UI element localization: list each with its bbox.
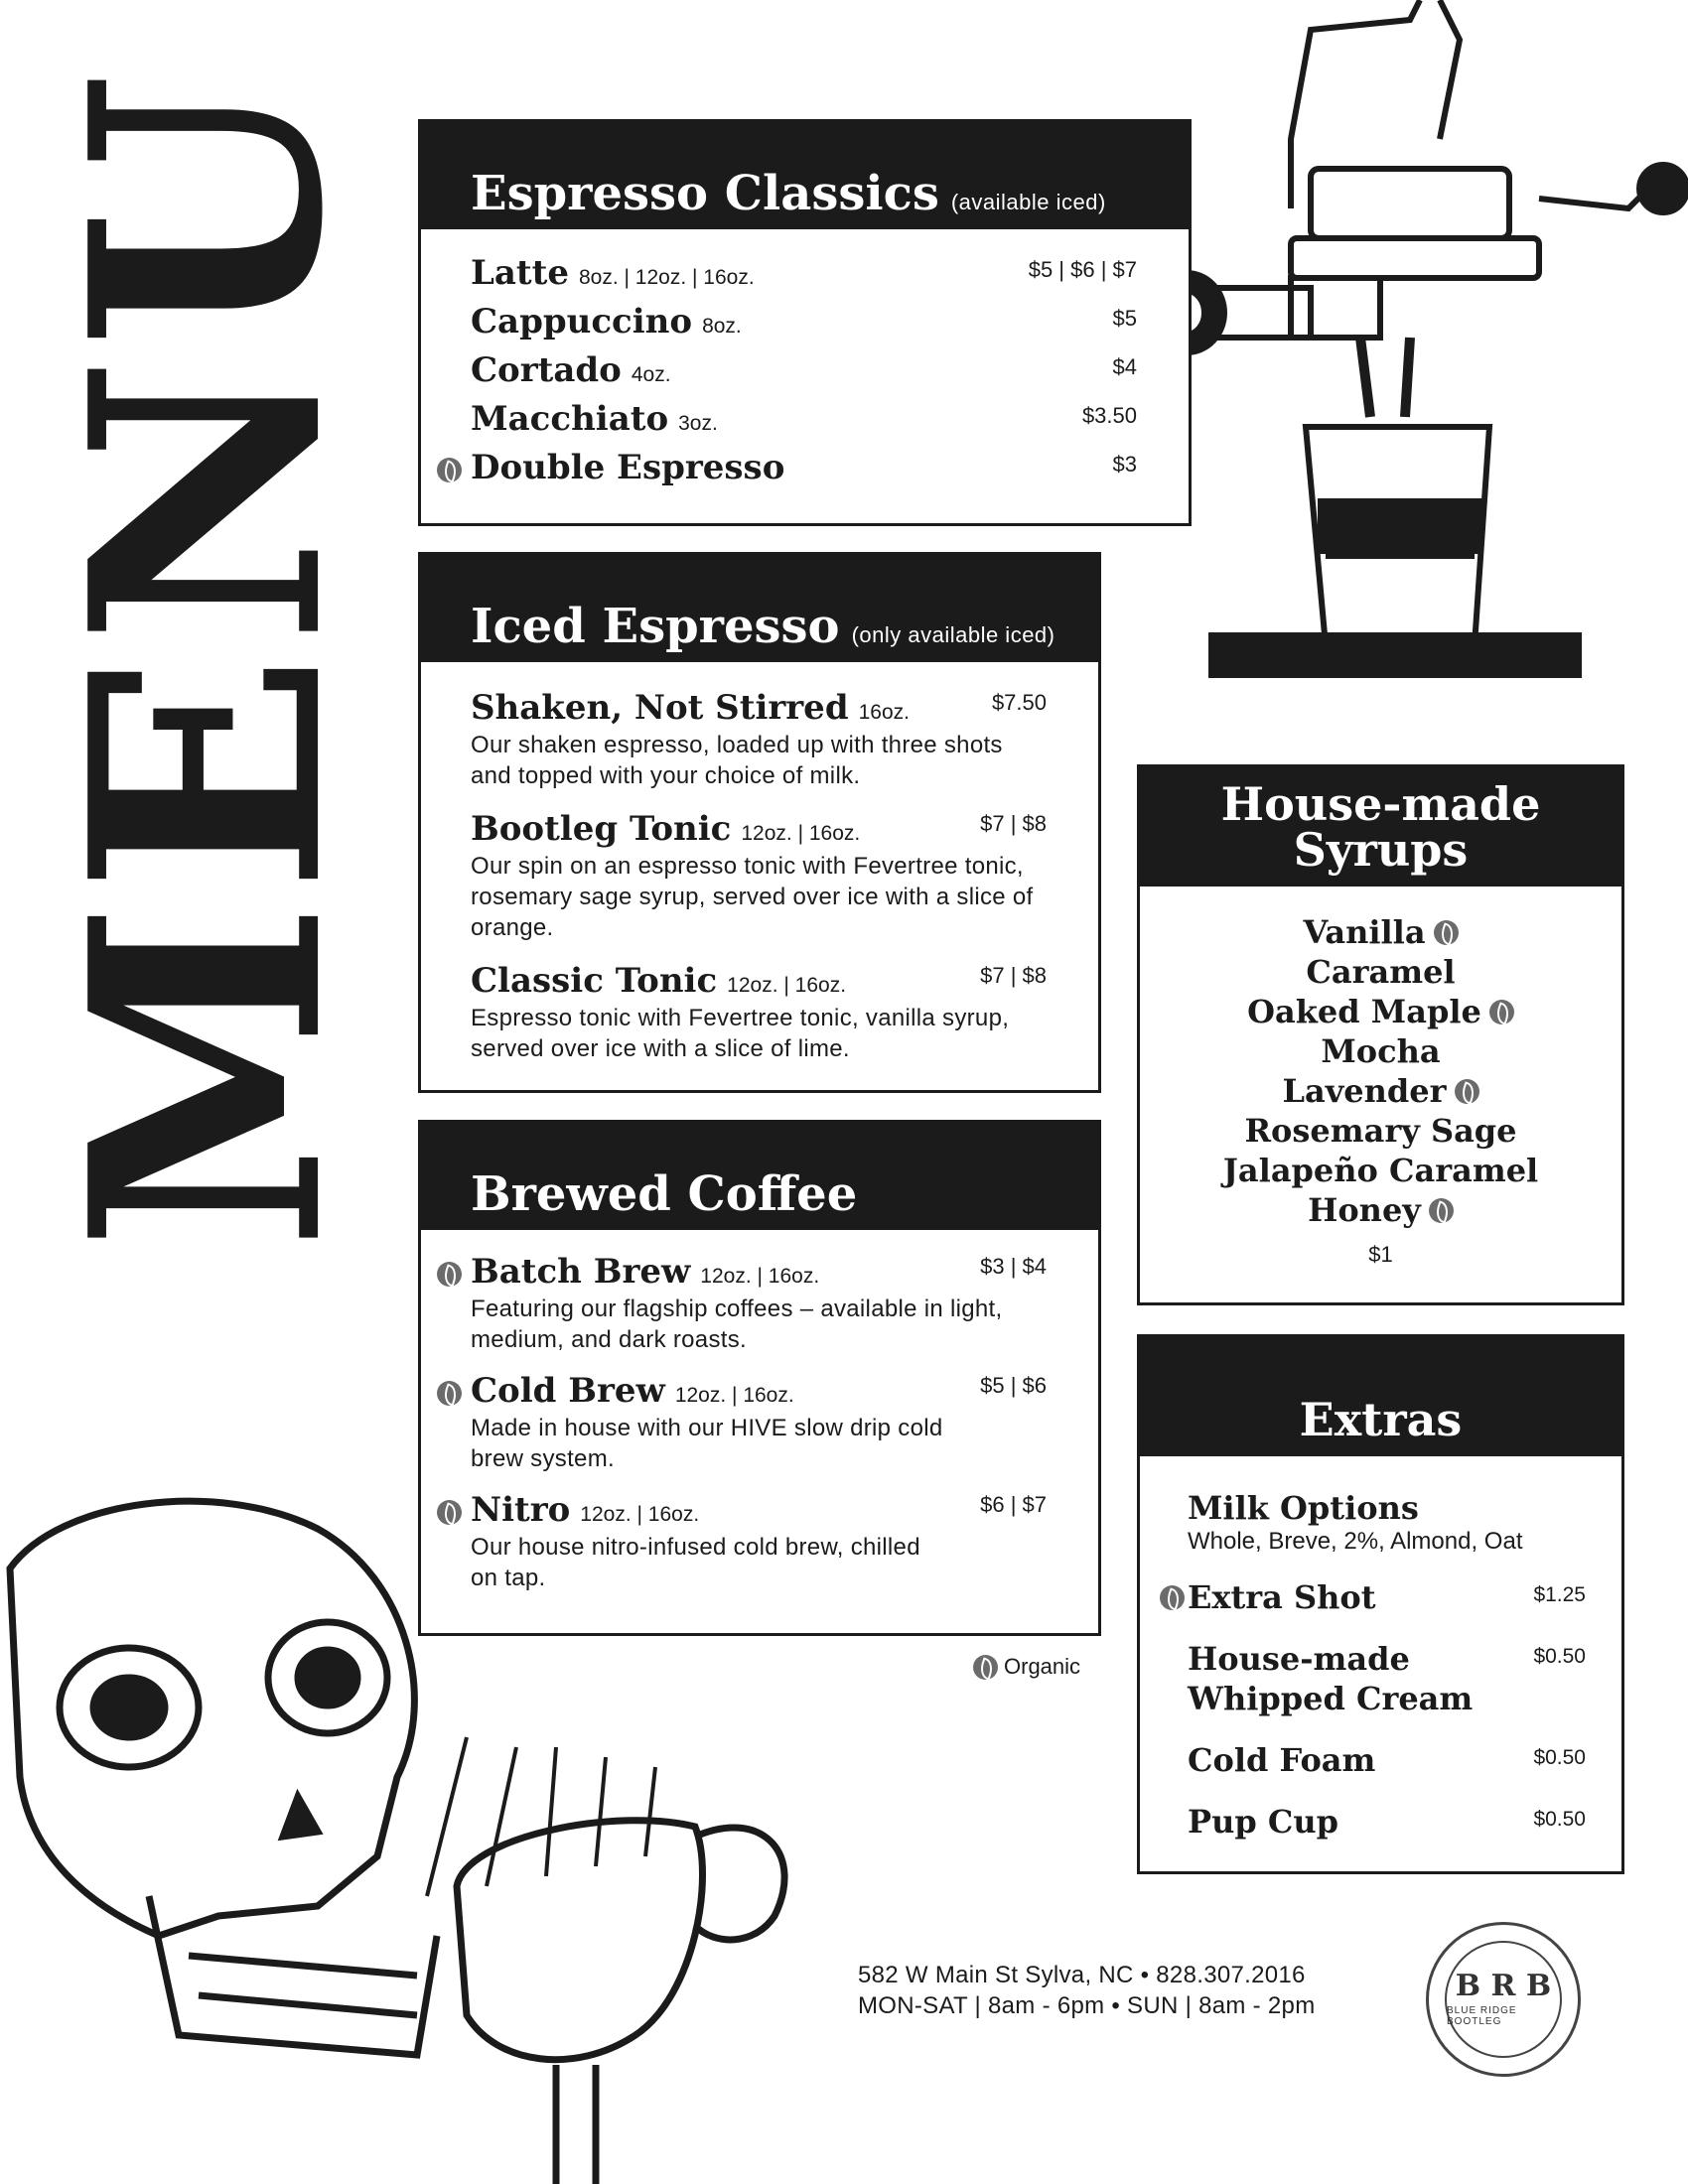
syrup-name: Caramel xyxy=(1306,953,1456,991)
item-size: 12oz. | 16oz. xyxy=(674,1384,794,1407)
iced-espresso-heading: Iced Espresso xyxy=(471,599,840,654)
syrups-list xyxy=(1140,887,1621,1268)
organic-legend-label: Organic xyxy=(1004,1654,1081,1679)
menu-item-batch-brew xyxy=(471,1252,1098,1355)
syrup-name: Honey xyxy=(1308,1191,1421,1229)
item-price: $3 | $4 xyxy=(980,1254,1047,1279)
item-size: 12oz. | 16oz. xyxy=(700,1265,820,1288)
leaf-icon xyxy=(1455,1079,1479,1104)
menu-item-nitro xyxy=(471,1490,1098,1593)
item-name: Batch Brew xyxy=(471,1252,691,1292)
extra-name: Cold Foam xyxy=(1188,1741,1376,1779)
syrup-price: $1 xyxy=(1368,1242,1393,1267)
syrup-name: Mocha xyxy=(1321,1032,1441,1070)
menu-item-latte xyxy=(471,253,1189,302)
item-size: 12oz. | 16oz. xyxy=(580,1503,700,1526)
menu-item-cold-brew xyxy=(471,1371,1098,1474)
extra-price: $0.50 xyxy=(1533,1808,1586,1831)
espresso-classics-heading: Espresso Classics xyxy=(471,166,939,221)
menu-item-double-espresso xyxy=(471,448,1189,496)
leaf-icon xyxy=(973,1655,998,1680)
footer xyxy=(858,1960,1316,2021)
syrup-item-mocha xyxy=(1140,1031,1621,1071)
item-name: Bootleg Tonic xyxy=(471,809,732,849)
syrup-name: Vanilla xyxy=(1303,913,1426,951)
brewed-coffee-section xyxy=(418,1120,1101,1636)
syrup-name: Jalapeño Caramel xyxy=(1222,1152,1539,1189)
brewed-coffee-heading: Brewed Coffee xyxy=(471,1166,858,1222)
item-name: Cold Brew xyxy=(471,1371,665,1411)
syrup-item-caramel xyxy=(1140,952,1621,992)
extra-description: Whole, Breve, 2%, Almond, Oat xyxy=(1188,1528,1523,1555)
item-description: Our spin on an espresso tonic with Fevertree tonic, rosemary sage syrup, served over ice with a slice of orange. xyxy=(471,853,1034,941)
brand-logo xyxy=(1426,1922,1581,2077)
syrup-item-honey xyxy=(1140,1190,1621,1230)
item-description: Made in house with our HIVE slow drip cold brew system. xyxy=(471,1415,943,1472)
item-description: Featuring our flagship coffees – available in light, medium, and dark roasts. xyxy=(471,1296,1003,1353)
syrups-heading-line2: Syrups xyxy=(1293,823,1469,877)
iced-espresso-note: (only available iced) xyxy=(851,622,1055,647)
logo-mark: B R B xyxy=(1455,1969,1552,2003)
item-price: $5 | $6 xyxy=(980,1373,1047,1398)
item-size: 12oz. | 16oz. xyxy=(727,974,847,997)
espresso-classics-section xyxy=(418,119,1192,526)
organic-legend xyxy=(973,1654,1080,1680)
item-size: 16oz. xyxy=(858,701,910,724)
extra-item-whipped-cream xyxy=(1188,1639,1621,1718)
extra-item-cold-foam xyxy=(1188,1740,1621,1780)
item-size: 3oz. xyxy=(678,412,718,435)
item-size: 8oz. xyxy=(702,315,742,338)
extra-name: House-made Whipped Cream xyxy=(1188,1640,1474,1717)
item-price: $7.50 xyxy=(991,690,1047,715)
espresso-classics-note: (available iced) xyxy=(950,190,1106,214)
leaf-icon xyxy=(437,458,462,482)
extra-name: Extra Shot xyxy=(1188,1578,1376,1616)
syrup-item-lavender xyxy=(1140,1071,1621,1111)
item-name: Classic Tonic xyxy=(471,961,718,1001)
menu-item-classic-tonic xyxy=(471,961,1098,1064)
syrups-heading-line1: House-made xyxy=(1220,777,1541,831)
item-size: 8oz. | 12oz. | 16oz. xyxy=(578,266,755,289)
item-size: 12oz. | 16oz. xyxy=(741,822,861,845)
menu-item-cortado xyxy=(471,350,1189,399)
extra-price: $0.50 xyxy=(1533,1746,1586,1769)
item-price: $7 | $8 xyxy=(980,811,1047,836)
item-price: $7 | $8 xyxy=(980,963,1047,988)
syrup-name: Oaked Maple xyxy=(1247,993,1481,1030)
item-price: $6 | $7 xyxy=(980,1492,1047,1517)
menu-item-cappuccino xyxy=(471,302,1189,350)
item-name: Cortado xyxy=(471,350,622,390)
item-price: $3.50 xyxy=(1081,403,1137,428)
syrup-name: Rosemary Sage xyxy=(1244,1112,1517,1150)
item-name: Nitro xyxy=(471,1490,571,1530)
logo-text: BLUE RIDGE BOOTLEG xyxy=(1447,2005,1517,2027)
item-price: $5 | $6 | $7 xyxy=(1028,257,1137,282)
item-description: Our house nitro-infused cold brew, chilled on tap. xyxy=(471,1534,920,1591)
leaf-icon xyxy=(1434,920,1459,945)
item-price: $5 xyxy=(1112,306,1137,331)
syrups-section xyxy=(1137,764,1624,1305)
leaf-icon xyxy=(437,1262,462,1287)
iced-espresso-section xyxy=(418,552,1101,1093)
item-name: Latte xyxy=(471,253,569,293)
syrup-item-jalapeno-caramel xyxy=(1140,1151,1621,1190)
leaf-icon xyxy=(1489,1000,1514,1024)
item-price: $3 xyxy=(1112,452,1137,477)
extras-list xyxy=(1140,1456,1621,1842)
leaf-icon xyxy=(437,1500,462,1525)
item-description: Espresso tonic with Fevertree tonic, vanilla syrup, served over ice with a slice of lime. xyxy=(471,1005,1010,1062)
syrup-item-oaked-maple xyxy=(1140,992,1621,1031)
extra-item-pup-cup xyxy=(1188,1802,1621,1842)
extra-milk-options xyxy=(1188,1488,1621,1556)
extra-name: Milk Options xyxy=(1188,1489,1419,1527)
footer-address: 582 W Main St Sylva, NC • 828.307.2016 xyxy=(858,1962,1306,1988)
leaf-icon xyxy=(1429,1198,1454,1223)
espresso-machine-illustration xyxy=(1112,0,1688,695)
item-name: Cappuccino xyxy=(471,302,693,341)
extras-section xyxy=(1137,1334,1624,1874)
extra-item-extra-shot xyxy=(1188,1577,1621,1617)
item-size: 4oz. xyxy=(631,363,671,386)
item-name: Macchiato xyxy=(471,399,669,439)
item-price: $4 xyxy=(1112,354,1137,379)
item-name: Shaken, Not Stirred xyxy=(471,688,849,728)
extra-name: Pup Cup xyxy=(1188,1803,1338,1841)
extras-heading: Extras xyxy=(1299,1393,1463,1446)
menu-title: MENU xyxy=(21,65,392,1251)
item-description: Our shaken espresso, loaded up with three shots and topped with your choice of milk. xyxy=(471,732,1003,789)
menu-item-bootleg-tonic xyxy=(471,809,1098,943)
menu-item-macchiato xyxy=(471,399,1189,448)
extra-price: $1.25 xyxy=(1533,1583,1586,1606)
footer-hours: MON-SAT | 8am - 6pm • SUN | 8am - 2pm xyxy=(858,1992,1316,2019)
leaf-icon xyxy=(1160,1585,1185,1610)
leaf-icon xyxy=(437,1381,462,1406)
syrup-item-rosemary-sage xyxy=(1140,1111,1621,1151)
menu-item-shaken-not-stirred xyxy=(471,688,1098,791)
syrup-item-vanilla xyxy=(1140,912,1621,952)
syrup-name: Lavender xyxy=(1282,1072,1447,1110)
item-name: Double Espresso xyxy=(471,448,785,487)
extra-price: $0.50 xyxy=(1533,1645,1586,1668)
